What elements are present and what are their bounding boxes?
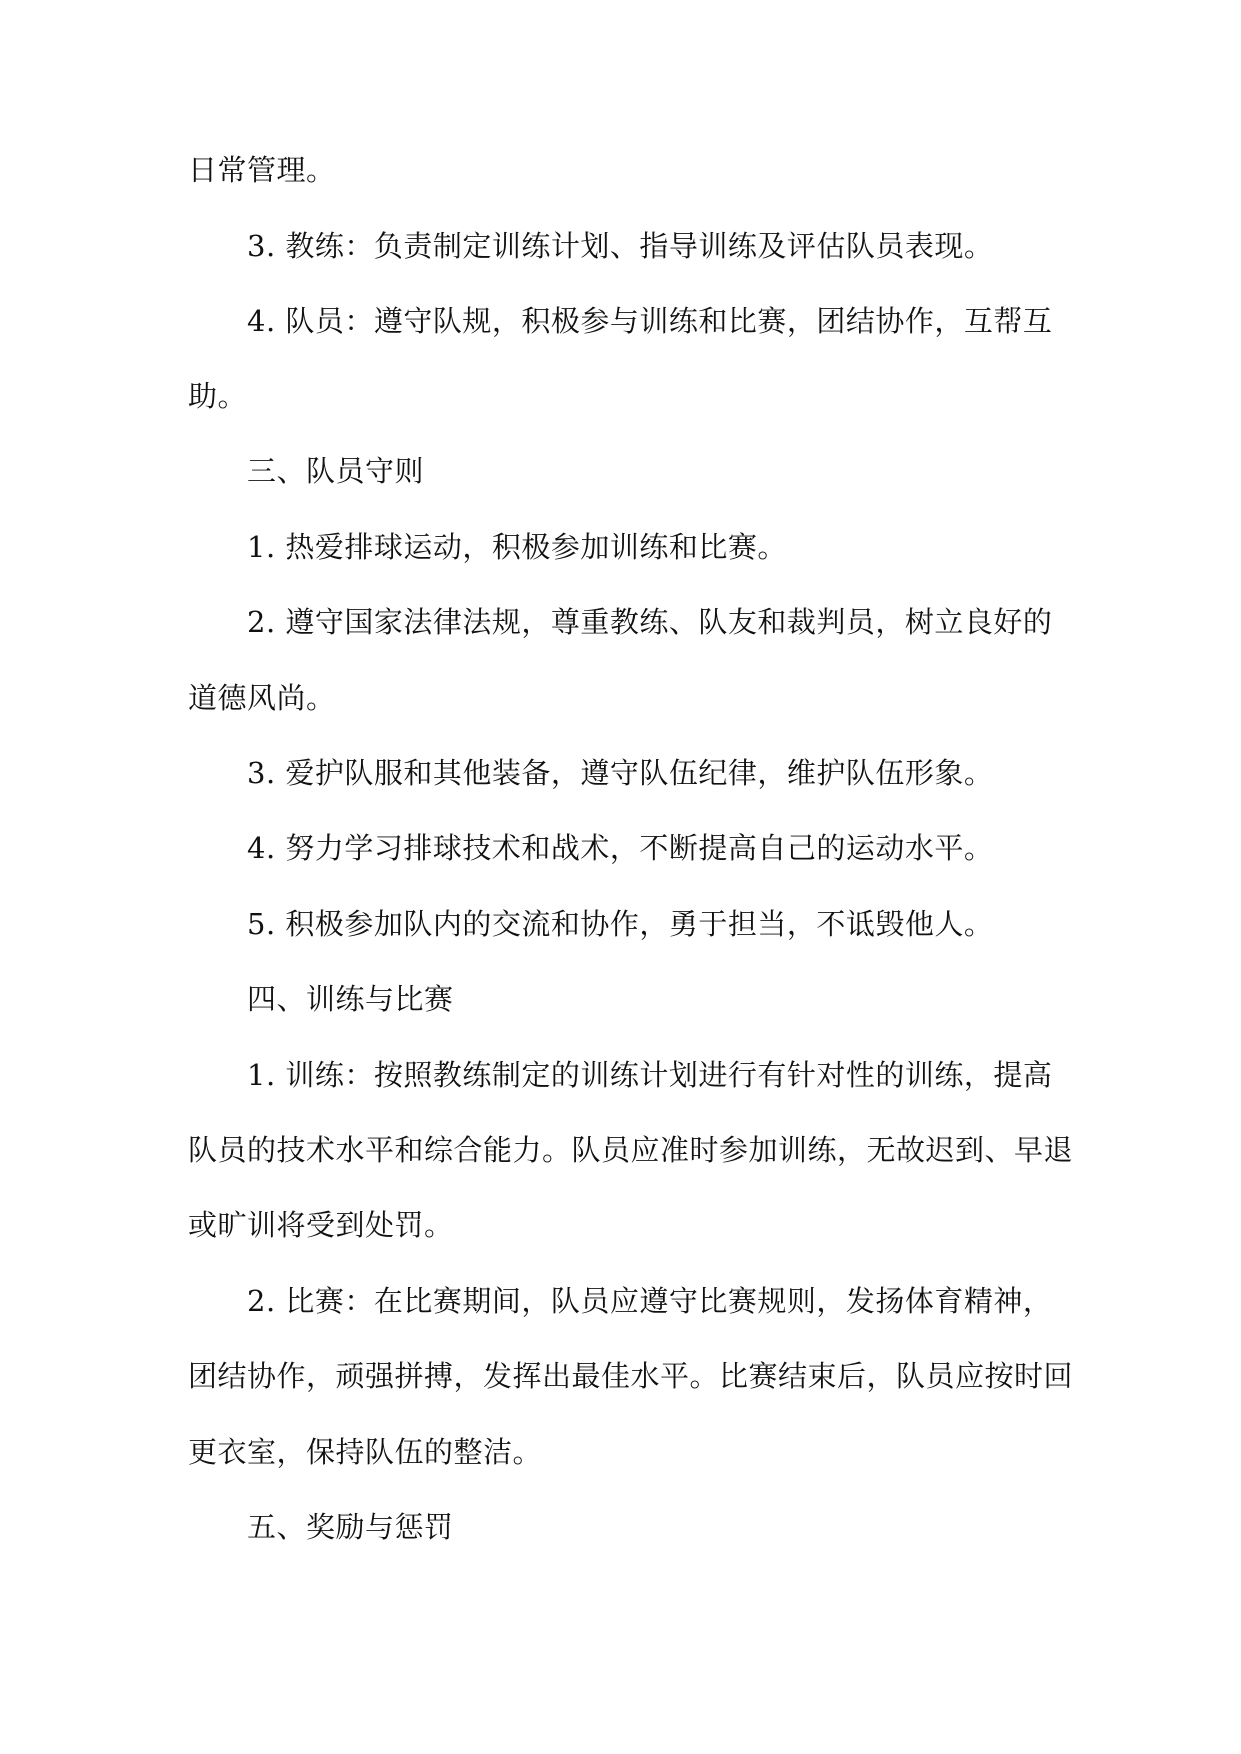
paragraph-line: 1. 热爱排球运动，积极参加训练和比赛。 — [247, 530, 787, 564]
paragraph-line: 助。 — [188, 379, 248, 413]
paragraph-line: 1. 训练：按照教练制定的训练计划进行有针对性的训练，提高 — [247, 1058, 1053, 1092]
paragraph-line: 4. 努力学习排球技术和战术，不断提高自己的运动水平。 — [247, 831, 994, 865]
paragraph-line: 4. 队员：遵守队规，积极参与训练和比赛，团结协作，互帮互 — [247, 304, 1053, 338]
section-heading: 三、队员守则 — [247, 454, 425, 488]
paragraph-line: 2. 比赛：在比赛期间，队员应遵守比赛规则，发扬体育精神， — [247, 1284, 1053, 1318]
paragraph-line: 团结协作，顽强拼搏，发挥出最佳水平。比赛结束后，队员应按时回 — [188, 1359, 1074, 1393]
paragraph-line: 更衣室，保持队伍的整洁。 — [188, 1435, 543, 1469]
section-heading: 四、训练与比赛 — [247, 982, 454, 1016]
paragraph-line: 3. 爱护队服和其他装备，遵守队伍纪律，维护队伍形象。 — [247, 756, 994, 790]
paragraph-line: 队员的技术水平和综合能力。队员应准时参加训练，无故迟到、早退 — [188, 1133, 1074, 1167]
paragraph-line: 3. 教练：负责制定训练计划、指导训练及评估队员表现。 — [247, 229, 994, 263]
paragraph-line: 或旷训将受到处罚。 — [188, 1208, 454, 1242]
paragraph-line: 道德风尚。 — [188, 681, 336, 715]
paragraph-line: 2. 遵守国家法律法规，尊重教练、队友和裁判员，树立良好的 — [247, 605, 1053, 639]
paragraph-line: 日常管理。 — [188, 153, 336, 187]
paragraph-line: 5. 积极参加队内的交流和协作，勇于担当，不诋毁他人。 — [247, 907, 994, 941]
section-heading: 五、奖励与惩罚 — [247, 1510, 454, 1544]
